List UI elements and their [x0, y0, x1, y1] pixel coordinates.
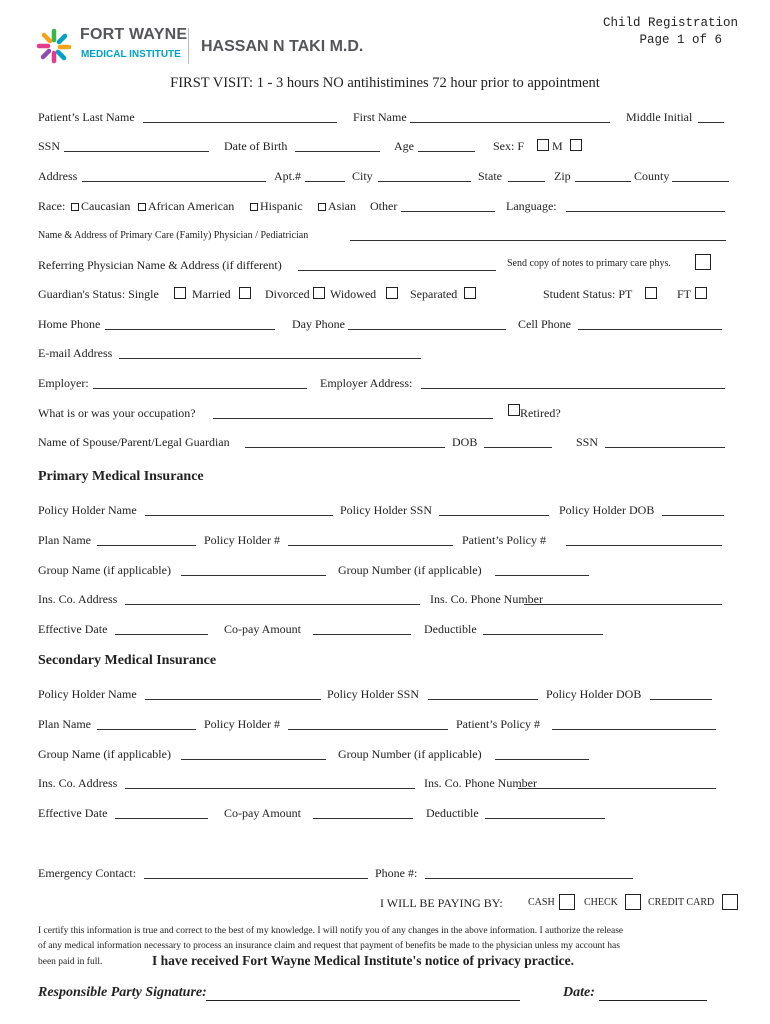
last-name-label: Patient’s Last Name	[38, 110, 135, 124]
secondary-row-group	[38, 747, 730, 763]
primary-care-label: Name & Address of Primary Care (Family) Physician / Pediatrician	[38, 230, 309, 241]
page-indicator: Page 1 of 6	[639, 33, 722, 47]
row-race	[38, 199, 730, 215]
primary-holder-name-field[interactable]	[145, 503, 333, 516]
dob-field[interactable]	[295, 139, 380, 152]
secondary-copay-field[interactable]	[313, 806, 413, 819]
check-checkbox[interactable]	[625, 894, 641, 910]
spouse-dob-label: DOB	[452, 435, 478, 449]
secondary-co-phone-field[interactable]	[518, 776, 716, 789]
primary-effective-field[interactable]	[115, 622, 208, 635]
day-phone-label: Day Phone	[292, 317, 345, 331]
zip-label: Zip	[554, 169, 571, 183]
send-copy-checkbox[interactable]	[695, 254, 711, 270]
race-caucasian-label: Caucasian	[81, 199, 131, 213]
first-name-field[interactable]	[410, 110, 610, 123]
primary-care-field[interactable]	[350, 230, 726, 241]
secondary-effective-field[interactable]	[115, 806, 208, 819]
physician-name: HASSAN N TAKI M.D.	[201, 38, 364, 55]
primary-row-group	[38, 563, 730, 579]
spouse-ssn-label: SSN	[576, 435, 599, 449]
row-emergency	[38, 866, 730, 882]
widowed-label: Widowed	[330, 287, 377, 301]
secondary-deductible-field[interactable]	[485, 806, 605, 819]
address-field[interactable]	[82, 169, 266, 182]
secondary-holder-ssn-field[interactable]	[428, 687, 538, 700]
paying-label: I WILL BE PAYING BY:	[380, 896, 503, 910]
secondary-deductible-label: Deductible	[426, 806, 479, 820]
primary-insurance-heading: Primary Medical Insurance	[38, 469, 204, 484]
spouse-ssn-field[interactable]	[605, 435, 725, 448]
secondary-plan-name-label: Plan Name	[38, 717, 91, 731]
county-field[interactable]	[672, 169, 729, 182]
form-title: Child Registration	[602, 16, 738, 30]
race-asian-checkbox[interactable]	[318, 203, 326, 211]
spouse-label: Name of Spouse/Parent/Legal Guardian	[38, 435, 230, 449]
employer-address-field[interactable]	[421, 376, 725, 389]
row-address	[38, 169, 730, 185]
signature-field[interactable]	[206, 1000, 520, 1001]
referring-label: Referring Physician Name & Address (if different)	[38, 258, 282, 272]
guardian-status-label: Guardian's Status: Single	[38, 287, 159, 301]
cash-label: CASH	[528, 897, 555, 908]
race-african-american-option[interactable]	[138, 199, 234, 214]
certification-text	[38, 924, 623, 954]
emergency-phone-field[interactable]	[425, 866, 633, 879]
sex-m-label: M	[552, 139, 563, 153]
secondary-holder-dob-field[interactable]	[650, 687, 712, 700]
primary-row-company	[38, 592, 730, 608]
secondary-group-number-field[interactable]	[495, 747, 589, 760]
student-pt-checkbox[interactable]	[645, 287, 657, 299]
secondary-holder-num-label: Policy Holder #	[204, 717, 280, 731]
primary-copay-field[interactable]	[313, 622, 411, 635]
primary-holder-name-label: Policy Holder Name	[38, 503, 137, 517]
state-field[interactable]	[508, 169, 545, 182]
race-asian-option[interactable]	[318, 199, 356, 214]
city-field[interactable]	[378, 169, 471, 182]
primary-co-address-label: Ins. Co. Address	[38, 592, 118, 606]
spouse-field[interactable]	[245, 435, 445, 448]
secondary-insurance-heading: Secondary Medical Insurance	[38, 653, 217, 668]
status-divorced-checkbox[interactable]	[313, 287, 325, 299]
status-single-checkbox[interactable]	[174, 287, 186, 299]
primary-deductible-label: Deductible	[424, 622, 477, 636]
primary-deductible-field[interactable]	[483, 622, 603, 635]
primary-co-phone-field[interactable]	[524, 592, 722, 605]
row-email	[38, 346, 730, 362]
day-phone-field[interactable]	[348, 317, 506, 330]
signature-label: Responsible Party Signature:	[38, 985, 207, 1000]
secondary-co-address-field[interactable]	[125, 776, 415, 789]
apt-label: Apt.#	[274, 169, 301, 183]
secondary-group-number-label: Group Number (if applicable)	[338, 747, 482, 761]
send-copy-label: Send copy of notes to primary care phys.	[507, 258, 671, 269]
language-label: Language:	[506, 199, 557, 213]
ft-label: FT	[677, 287, 692, 301]
secondary-group-name-label: Group Name (if applicable)	[38, 747, 171, 761]
status-widowed-checkbox[interactable]	[386, 287, 398, 299]
secondary-row-company	[38, 776, 730, 792]
race-african-american-label: African American	[148, 199, 235, 213]
ssn-field[interactable]	[64, 139, 209, 152]
row-guardian-status	[38, 287, 730, 303]
primary-effective-label: Effective Date	[38, 622, 108, 636]
email-field[interactable]	[119, 346, 421, 359]
city-label: City	[352, 169, 373, 183]
emergency-contact-field[interactable]	[144, 866, 368, 879]
form-header-corner	[603, 15, 738, 49]
address-label: Address	[38, 169, 78, 183]
primary-holder-ssn-label: Policy Holder SSN	[340, 503, 433, 517]
emergency-phone-label: Phone #:	[375, 866, 418, 880]
secondary-row-holder	[38, 687, 730, 703]
secondary-group-name-field[interactable]	[181, 747, 326, 760]
check-label: CHECK	[584, 897, 618, 908]
county-label: County	[634, 169, 670, 183]
certification-line-2: of any medical information necessary to process an insurance claim and request that payment of benefits be made to the physician unless my account has	[38, 941, 620, 951]
primary-row-dates	[38, 622, 730, 638]
primary-row-plan	[38, 533, 730, 549]
date-label: Date:	[563, 985, 595, 1000]
first-name-label: First Name	[353, 110, 407, 124]
sex-f-label: Sex: F	[493, 139, 525, 153]
certification-line-3: been paid in full.	[38, 957, 103, 967]
secondary-holder-name-field[interactable]	[145, 687, 321, 700]
language-field[interactable]	[566, 199, 725, 212]
race-caucasian-checkbox[interactable]	[71, 203, 79, 211]
race-hispanic-option[interactable]	[250, 199, 303, 214]
logo-subtitle: MEDICAL INSTITUTE	[81, 49, 181, 60]
status-married-checkbox[interactable]	[239, 287, 251, 299]
apt-field[interactable]	[305, 169, 345, 182]
race-other-label: Other	[370, 199, 398, 213]
secondary-effective-label: Effective Date	[38, 806, 108, 820]
ssn-label: SSN	[38, 139, 61, 153]
employer-field[interactable]	[93, 376, 307, 389]
primary-group-name-label: Group Name (if applicable)	[38, 563, 171, 577]
secondary-holder-num-field[interactable]	[288, 717, 448, 730]
race-african-american-checkbox[interactable]	[138, 203, 146, 211]
primary-group-number-label: Group Number (if applicable)	[338, 563, 482, 577]
sex-m-checkbox[interactable]	[570, 139, 582, 151]
date-field[interactable]	[599, 1000, 707, 1001]
race-caucasian-option[interactable]	[71, 199, 130, 214]
privacy-acknowledgement: I have received Fort Wayne Medical Institute's notice of privacy practice.	[152, 953, 575, 968]
race-other-field[interactable]	[401, 199, 495, 212]
married-label: Married	[192, 287, 231, 301]
dob-label: Date of Birth	[224, 139, 288, 153]
spouse-dob-field[interactable]	[484, 435, 552, 448]
race-label: Race:	[38, 199, 66, 213]
row-employer	[38, 376, 730, 392]
primary-holder-ssn-field[interactable]	[439, 503, 549, 516]
home-phone-field[interactable]	[105, 317, 275, 330]
secondary-co-address-label: Ins. Co. Address	[38, 776, 118, 790]
secondary-copay-label: Co-pay Amount	[224, 806, 301, 820]
row-spouse	[38, 435, 730, 451]
age-field[interactable]	[418, 139, 475, 152]
primary-plan-name-label: Plan Name	[38, 533, 91, 547]
row-phones	[38, 317, 730, 333]
retired-checkbox[interactable]	[508, 404, 520, 416]
referring-field[interactable]	[298, 258, 496, 271]
retired-label: Retired?	[520, 406, 561, 420]
primary-group-name-field[interactable]	[181, 563, 326, 576]
secondary-patient-policy-field[interactable]	[552, 717, 716, 730]
primary-group-number-field[interactable]	[495, 563, 589, 576]
emergency-contact-label: Emergency Contact:	[38, 866, 137, 880]
race-hispanic-label: Hispanic	[260, 199, 303, 213]
first-visit-notice: FIRST VISIT: 1 - 3 hours NO antihistimines 72 hour prior to appointment	[170, 75, 600, 91]
secondary-patient-policy-label: Patient’s Policy #	[456, 717, 540, 731]
primary-patient-policy-field[interactable]	[566, 533, 722, 546]
primary-row-holder	[38, 503, 730, 519]
row-ssn-dob	[38, 139, 730, 155]
secondary-holder-ssn-label: Policy Holder SSN	[327, 687, 420, 701]
divorced-label: Divorced	[265, 287, 310, 301]
last-name-field[interactable]	[143, 110, 337, 123]
race-hispanic-checkbox[interactable]	[250, 203, 258, 211]
primary-holder-dob-label: Policy Holder DOB	[559, 503, 655, 517]
cash-checkbox[interactable]	[559, 894, 575, 910]
row-payment	[38, 896, 730, 912]
certification-line-1: I certify this information is true and correct to the best of my knowledge. I will notify you of any changes in the above information. I authorize the release	[38, 926, 624, 936]
occupation-field[interactable]	[213, 406, 493, 419]
middle-initial-field[interactable]	[698, 110, 724, 123]
student-status-label: Student Status: PT	[543, 287, 633, 301]
row-referring	[38, 258, 730, 274]
primary-holder-num-label: Policy Holder #	[204, 533, 280, 547]
sex-f-checkbox[interactable]	[537, 139, 549, 151]
row-patient-name	[38, 110, 730, 126]
secondary-holder-name-label: Policy Holder Name	[38, 687, 137, 701]
credit-card-label: CREDIT CARD	[648, 897, 715, 908]
status-separated-checkbox[interactable]	[464, 287, 476, 299]
zip-field[interactable]	[575, 169, 631, 182]
secondary-co-phone-label: Ins. Co. Phone Number	[424, 776, 537, 790]
cell-phone-field[interactable]	[578, 317, 722, 330]
race-asian-label: Asian	[328, 199, 356, 213]
secondary-row-plan	[38, 717, 730, 733]
secondary-row-dates	[38, 806, 730, 822]
secondary-holder-dob-label: Policy Holder DOB	[546, 687, 642, 701]
credit-card-checkbox[interactable]	[722, 894, 738, 910]
logo-divider	[188, 28, 189, 64]
state-label: State	[478, 169, 502, 183]
middle-initial-label: Middle Initial	[626, 110, 693, 124]
row-primary-care	[38, 230, 730, 246]
occupation-label: What is or was your occupation?	[38, 406, 196, 420]
student-ft-checkbox[interactable]	[695, 287, 707, 299]
email-label: E-mail Address	[38, 346, 113, 360]
employer-address-label: Employer Address:	[320, 376, 413, 390]
primary-patient-policy-label: Patient’s Policy #	[462, 533, 546, 547]
primary-holder-num-field[interactable]	[288, 533, 453, 546]
fort-wayne-logo-icon	[36, 28, 72, 64]
primary-plan-name-field[interactable]	[97, 533, 196, 546]
separated-label: Separated	[410, 287, 458, 301]
primary-copay-label: Co-pay Amount	[224, 622, 301, 636]
primary-holder-dob-field[interactable]	[662, 503, 724, 516]
primary-co-address-field[interactable]	[125, 592, 420, 605]
secondary-plan-name-field[interactable]	[97, 717, 196, 730]
home-phone-label: Home Phone	[38, 317, 101, 331]
cell-phone-label: Cell Phone	[518, 317, 571, 331]
primary-co-phone-label: Ins. Co. Phone Number	[430, 592, 543, 606]
age-label: Age	[394, 139, 414, 153]
row-occupation	[38, 406, 730, 422]
employer-label: Employer:	[38, 376, 89, 390]
logo-name: FORT WAYNE	[80, 26, 188, 43]
